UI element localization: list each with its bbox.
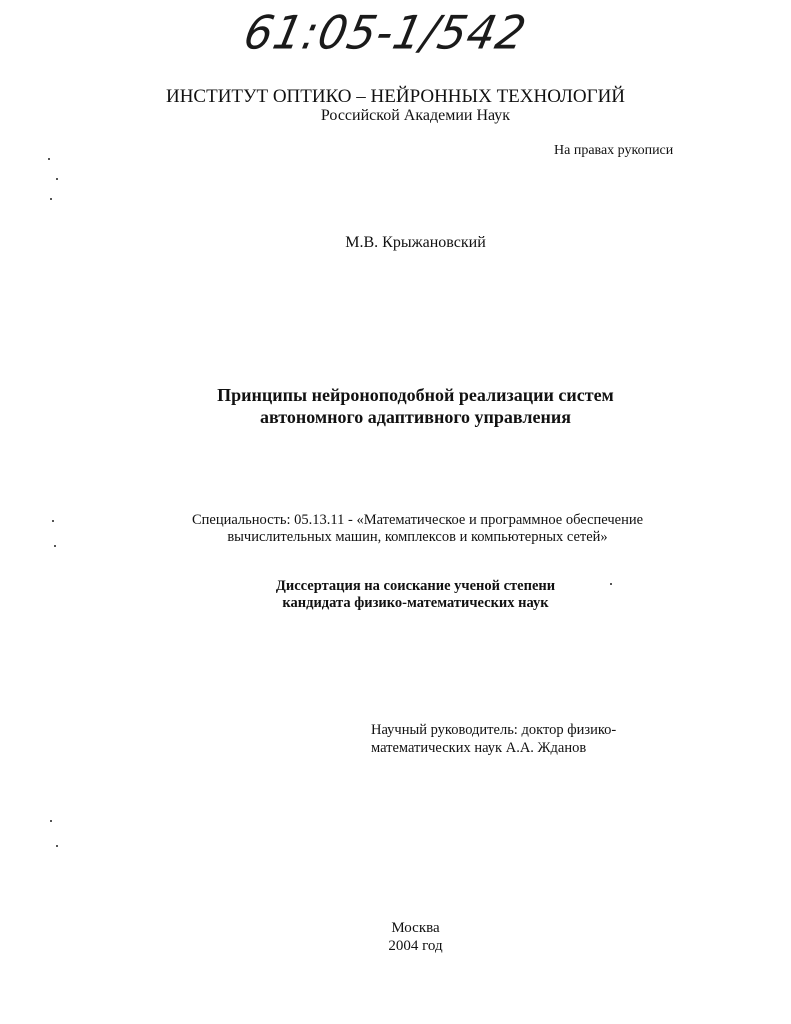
author-name: М.В. Крыжановский <box>345 234 486 251</box>
specialty-line-2: вычислительных машин, комплексов и компьютерных сетей» <box>227 529 608 545</box>
handwritten-archive-number: 61:05-1/542 <box>239 6 532 61</box>
scan-speck <box>50 820 52 822</box>
institute-name: ИНСТИТУТ ОПТИКО – НЕЙРОННЫХ ТЕХНОЛОГИЙ <box>165 86 626 107</box>
rights-note: На правах рукописи <box>554 143 674 158</box>
degree-line-2: кандидата физико-математических наук <box>282 595 549 611</box>
year: 2004 год <box>388 938 443 954</box>
scan-speck <box>56 178 58 180</box>
scan-speck <box>52 520 54 522</box>
city: Москва <box>391 920 440 936</box>
scan-speck <box>610 583 612 585</box>
dissertation-title-line-1: Принципы нейроноподобной реализации систем <box>217 385 614 405</box>
scan-speck <box>48 158 50 160</box>
academy-name: Российской Академии Наук <box>320 107 511 124</box>
dissertation-title-line-2: автономного адаптивного управления <box>260 407 571 427</box>
supervisor-line-2: математических наук А.А. Жданов <box>371 740 587 756</box>
supervisor-line-1: Научный руководитель: доктор физико- <box>371 722 617 738</box>
scan-speck <box>56 845 58 847</box>
specialty-line-1: Специальность: 05.13.11 - «Математическое и программное обеспечение <box>191 512 644 528</box>
scan-speck <box>54 545 56 547</box>
degree-line-1: Диссертация на соискание ученой степени <box>275 578 556 594</box>
scan-speck <box>50 198 52 200</box>
